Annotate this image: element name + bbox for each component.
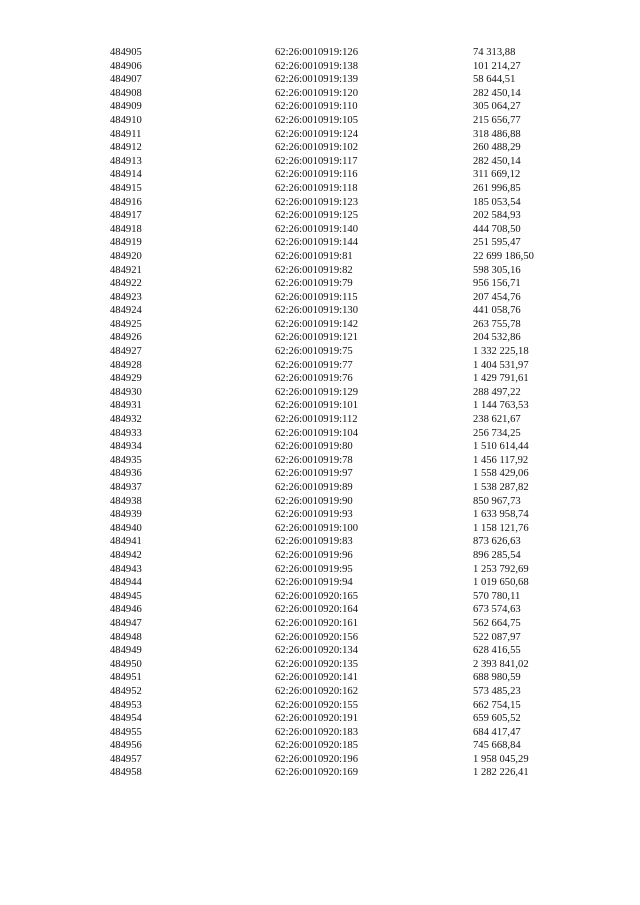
table-row	[0, 535, 640, 549]
cadastral-value-table	[0, 46, 640, 780]
cadastral-value: 628 416,55	[473, 645, 521, 657]
record-number: 484950	[110, 658, 142, 670]
cadastral-number: 62:26:0010919:81	[275, 250, 353, 262]
cadastral-value: 873 626,63	[473, 536, 521, 548]
cadastral-number: 62:26:0010919:142	[275, 318, 358, 330]
cadastral-number: 62:26:0010919:116	[275, 169, 358, 181]
record-number: 484917	[110, 210, 142, 222]
cadastral-value: 1 332 225,18	[473, 346, 529, 358]
cadastral-value: 1 253 792,69	[473, 563, 529, 575]
cadastral-number: 62:26:0010919:112	[275, 414, 358, 426]
cadastral-value: 263 755,78	[473, 318, 521, 330]
table-row	[0, 250, 640, 264]
cadastral-number: 62:26:0010920:155	[275, 699, 358, 711]
cadastral-value: 101 214,27	[473, 60, 521, 72]
cadastral-value: 573 485,23	[473, 685, 521, 697]
cadastral-number: 62:26:0010919:110	[275, 101, 358, 113]
table-row	[0, 563, 640, 577]
table-row	[0, 73, 640, 87]
table-row	[0, 413, 640, 427]
table-row	[0, 209, 640, 223]
cadastral-value: 684 417,47	[473, 726, 521, 738]
table-row	[0, 427, 640, 441]
table-row	[0, 481, 640, 495]
table-row	[0, 399, 640, 413]
cadastral-value: 1 456 117,92	[473, 454, 529, 466]
record-number: 484935	[110, 454, 142, 466]
cadastral-value: 441 058,76	[473, 305, 521, 317]
cadastral-value: 2 393 841,02	[473, 658, 529, 670]
cadastral-value: 1 558 429,06	[473, 468, 529, 480]
cadastral-value: 522 087,97	[473, 631, 521, 643]
cadastral-number: 62:26:0010920:156	[275, 631, 358, 643]
record-number: 484923	[110, 291, 142, 303]
record-number: 484932	[110, 414, 142, 426]
cadastral-value: 251 595,47	[473, 237, 521, 249]
cadastral-number: 62:26:0010919:117	[275, 155, 358, 167]
record-number: 484936	[110, 468, 142, 480]
cadastral-value: 1 510 614,44	[473, 441, 529, 453]
cadastral-value: 1 404 531,97	[473, 359, 529, 371]
cadastral-value: 260 488,29	[473, 142, 521, 154]
cadastral-value: 745 668,84	[473, 740, 521, 752]
table-row	[0, 644, 640, 658]
record-number: 484958	[110, 767, 142, 779]
cadastral-value: 1 958 045,29	[473, 753, 529, 765]
table-row	[0, 617, 640, 631]
table-row	[0, 671, 640, 685]
cadastral-number: 62:26:0010919:121	[275, 332, 358, 344]
record-number: 484924	[110, 305, 142, 317]
cadastral-number: 62:26:0010919:77	[275, 359, 353, 371]
table-row	[0, 522, 640, 536]
cadastral-number: 62:26:0010919:124	[275, 128, 358, 140]
table-row	[0, 46, 640, 60]
cadastral-value: 444 708,50	[473, 223, 521, 235]
cadastral-number: 62:26:0010920:141	[275, 672, 358, 684]
table-row	[0, 100, 640, 114]
record-number: 484906	[110, 60, 142, 72]
record-number: 484939	[110, 509, 142, 521]
table-row	[0, 685, 640, 699]
cadastral-number: 62:26:0010920:164	[275, 604, 358, 616]
record-number: 484951	[110, 672, 142, 684]
cadastral-value: 58 644,51	[473, 74, 516, 86]
cadastral-number: 62:26:0010919:105	[275, 114, 358, 126]
table-row	[0, 699, 640, 713]
cadastral-value: 688 980,59	[473, 672, 521, 684]
record-number: 484925	[110, 318, 142, 330]
record-number: 484907	[110, 74, 142, 86]
cadastral-number: 62:26:0010919:115	[275, 291, 358, 303]
record-number: 484933	[110, 427, 142, 439]
cadastral-number: 62:26:0010920:134	[275, 645, 358, 657]
table-row	[0, 196, 640, 210]
cadastral-value: 659 605,52	[473, 713, 521, 725]
record-number: 484908	[110, 87, 142, 99]
cadastral-value: 1 429 791,61	[473, 373, 529, 385]
cadastral-value: 562 664,75	[473, 617, 521, 629]
cadastral-value: 662 754,15	[473, 699, 521, 711]
cadastral-value: 1 538 287,82	[473, 482, 529, 493]
cadastral-number: 62:26:0010919:89	[275, 482, 353, 493]
cadastral-value: 1 019 650,68	[473, 577, 529, 589]
table-row	[0, 576, 640, 590]
cadastral-number: 62:26:0010919:94	[275, 577, 353, 589]
record-number: 484948	[110, 631, 142, 643]
cadastral-number: 62:26:0010919:76	[275, 373, 353, 385]
table-row	[0, 549, 640, 563]
record-number: 484920	[110, 250, 142, 262]
record-number: 484921	[110, 264, 142, 276]
cadastral-value: 1 158 121,76	[473, 522, 529, 534]
cadastral-number: 62:26:0010920:183	[275, 726, 358, 738]
table-row	[0, 155, 640, 169]
cadastral-value: 1 282 226,41	[473, 767, 529, 779]
cadastral-number: 62:26:0010919:82	[275, 264, 353, 276]
record-number: 484913	[110, 155, 142, 167]
table-row	[0, 753, 640, 767]
record-number: 484957	[110, 753, 142, 765]
record-number: 484940	[110, 522, 142, 534]
record-number: 484953	[110, 699, 142, 711]
cadastral-value: 288 497,22	[473, 386, 521, 398]
cadastral-number: 62:26:0010920:191	[275, 713, 358, 725]
table-row	[0, 236, 640, 250]
cadastral-number: 62:26:0010919:139	[275, 74, 358, 86]
table-row	[0, 87, 640, 101]
cadastral-number: 62:26:0010919:79	[275, 278, 353, 290]
cadastral-number: 62:26:0010919:101	[275, 400, 358, 412]
record-number: 484912	[110, 142, 142, 154]
cadastral-number: 62:26:0010919:95	[275, 563, 353, 575]
cadastral-value: 311 669,12	[473, 169, 521, 181]
record-number: 484926	[110, 332, 142, 344]
cadastral-number: 62:26:0010919:126	[275, 47, 358, 58]
table-row	[0, 739, 640, 753]
cadastral-value: 896 285,54	[473, 549, 521, 561]
cadastral-number: 62:26:0010919:96	[275, 549, 353, 561]
record-number: 484916	[110, 196, 142, 208]
table-row	[0, 345, 640, 359]
cadastral-number: 62:26:0010920:162	[275, 685, 358, 697]
cadastral-value: 673 574,63	[473, 604, 521, 616]
record-number: 484929	[110, 373, 142, 385]
record-number: 484956	[110, 740, 142, 752]
table-row	[0, 766, 640, 780]
record-number: 484914	[110, 169, 142, 181]
cadastral-number: 62:26:0010920:169	[275, 767, 358, 779]
cadastral-number: 62:26:0010920:196	[275, 753, 358, 765]
cadastral-number: 62:26:0010919:123	[275, 196, 358, 208]
cadastral-value: 282 450,14	[473, 155, 521, 167]
cadastral-number: 62:26:0010920:185	[275, 740, 358, 752]
record-number: 484919	[110, 237, 142, 249]
table-row	[0, 277, 640, 291]
record-number: 484911	[110, 128, 142, 140]
table-row	[0, 128, 640, 142]
cadastral-number: 62:26:0010919:138	[275, 60, 358, 72]
cadastral-number: 62:26:0010920:165	[275, 590, 358, 602]
table-row	[0, 372, 640, 386]
cadastral-number: 62:26:0010919:118	[275, 182, 358, 194]
table-row	[0, 223, 640, 237]
record-number: 484931	[110, 400, 142, 412]
table-row	[0, 590, 640, 604]
cadastral-number: 62:26:0010919:125	[275, 210, 358, 222]
record-number: 484928	[110, 359, 142, 371]
record-number: 484946	[110, 604, 142, 616]
table-row	[0, 440, 640, 454]
cadastral-number: 62:26:0010919:80	[275, 441, 353, 453]
table-row	[0, 467, 640, 481]
table-row	[0, 60, 640, 74]
table-row	[0, 291, 640, 305]
cadastral-value: 202 584,93	[473, 210, 521, 222]
table-row	[0, 182, 640, 196]
cadastral-value: 1 144 763,53	[473, 400, 529, 412]
table-row	[0, 114, 640, 128]
cadastral-value: 215 656,77	[473, 114, 521, 126]
table-row	[0, 168, 640, 182]
table-row	[0, 726, 640, 740]
record-number: 484930	[110, 386, 142, 398]
cadastral-number: 62:26:0010919:93	[275, 509, 353, 521]
cadastral-number: 62:26:0010919:104	[275, 427, 358, 439]
record-number: 484927	[110, 346, 142, 358]
cadastral-value: 305 064,27	[473, 101, 521, 113]
cadastral-number: 62:26:0010919:90	[275, 495, 353, 507]
cadastral-number: 62:26:0010919:129	[275, 386, 358, 398]
cadastral-number: 62:26:0010920:161	[275, 617, 358, 629]
record-number: 484952	[110, 685, 142, 697]
table-row	[0, 603, 640, 617]
cadastral-value: 956 156,71	[473, 278, 521, 290]
cadastral-number: 62:26:0010919:120	[275, 87, 358, 99]
cadastral-value: 74 313,88	[473, 47, 516, 58]
table-row	[0, 454, 640, 468]
table-row	[0, 495, 640, 509]
table-row	[0, 304, 640, 318]
cadastral-number: 62:26:0010919:97	[275, 468, 353, 480]
record-number: 484954	[110, 713, 142, 725]
cadastral-value: 204 532,86	[473, 332, 521, 344]
cadastral-value: 256 734,25	[473, 427, 521, 439]
record-number: 484915	[110, 182, 142, 194]
cadastral-number: 62:26:0010919:75	[275, 346, 353, 358]
table-row	[0, 264, 640, 278]
record-number: 484955	[110, 726, 142, 738]
record-number: 484938	[110, 495, 142, 507]
cadastral-value: 570 780,11	[473, 590, 521, 602]
cadastral-value: 1 633 958,74	[473, 509, 529, 521]
table-row	[0, 508, 640, 522]
record-number: 484943	[110, 563, 142, 575]
record-number: 484949	[110, 645, 142, 657]
record-number: 484945	[110, 590, 142, 602]
table-row	[0, 631, 640, 645]
cadastral-value: 318 486,88	[473, 128, 521, 140]
record-number: 484934	[110, 441, 142, 453]
record-number: 484909	[110, 101, 142, 113]
table-row	[0, 386, 640, 400]
cadastral-value: 282 450,14	[473, 87, 521, 99]
cadastral-value: 238 621,67	[473, 414, 521, 426]
cadastral-number: 62:26:0010919:78	[275, 454, 353, 466]
cadastral-number: 62:26:0010919:140	[275, 223, 358, 235]
table-row	[0, 331, 640, 345]
record-number: 484944	[110, 577, 142, 589]
record-number: 484910	[110, 114, 142, 126]
cadastral-value: 598 305,16	[473, 264, 521, 276]
table-row	[0, 712, 640, 726]
record-number: 484942	[110, 549, 142, 561]
record-number: 484941	[110, 536, 142, 548]
cadastral-number: 62:26:0010919:144	[275, 237, 358, 249]
record-number: 484947	[110, 617, 142, 629]
cadastral-number: 62:26:0010919:130	[275, 305, 358, 317]
cadastral-number: 62:26:0010919:83	[275, 536, 353, 548]
record-number: 484937	[110, 482, 142, 493]
table-row	[0, 318, 640, 332]
table-row	[0, 359, 640, 373]
record-number: 484905	[110, 47, 142, 58]
record-number: 484918	[110, 223, 142, 235]
cadastral-number: 62:26:0010920:135	[275, 658, 358, 670]
cadastral-value: 185 053,54	[473, 196, 521, 208]
cadastral-number: 62:26:0010919:100	[275, 522, 358, 534]
table-row	[0, 658, 640, 672]
cadastral-value: 207 454,76	[473, 291, 521, 303]
table-row	[0, 141, 640, 155]
cadastral-value: 22 699 186,50	[473, 250, 534, 262]
cadastral-value: 261 996,85	[473, 182, 521, 194]
cadastral-number: 62:26:0010919:102	[275, 142, 358, 154]
record-number: 484922	[110, 278, 142, 290]
cadastral-value: 850 967,73	[473, 495, 521, 507]
